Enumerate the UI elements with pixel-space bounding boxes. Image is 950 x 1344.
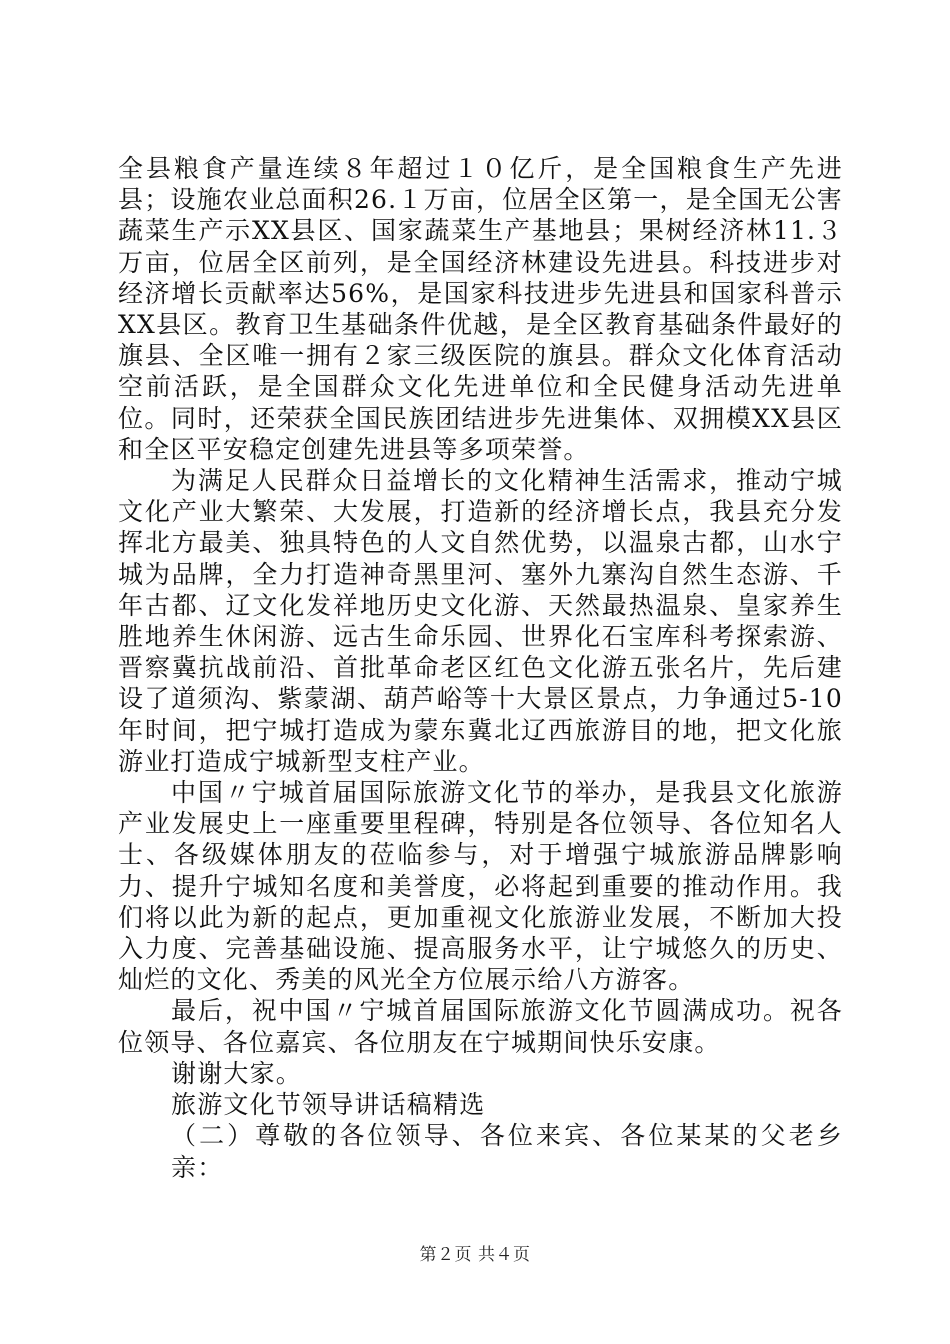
section-title: 旅游文化节领导讲话稿精选 [171,1090,486,1120]
document-body [118,153,843,1183]
paragraph-honors: 全县粮食产量连续８年超过１０亿斤，是全国粮食生产先进县；设施农业总面积26.１万亩，位居全区第一，是全国无公害蔬菜生产示XX县区、国家蔬菜生产基地县；果树经济林11.３万亩，位居全区前列，是全国经济林建设先进县。科技进步对经济增长贡献率达56%，是国家科技进步先进县和国家科普示XX县区。教育卫生基础条件优越，是全区教育基础条件最好的旗县、全区唯一拥有２家三级医院的旗县。群众文化体育活动空前活跃，是全国群众文化先进单位和全民健身活动先进单位。同时，还荣获全国民族团结进步先进集体、双拥模XX县区和全区平安稳定创建先进县等多项荣誉。 [118,154,843,464]
paragraph-thanks: 谢谢大家。 [171,1058,303,1088]
paragraph-closing-wishes: 最后，祝中国〃宁城首届国际旅游文化节圆满成功。祝各位领导、各位嘉宾、各位朋友在宁城期间快乐安康。 [118,996,843,1057]
paragraph-tourism-plan: 为满足人民群众日益增长的文化精神生活需求，推动宁城文化产业大繁荣、大发展，打造新的经济增长点，我县充分发挥北方最美、独具特色的人文自然优势，以温泉古都，山水宁城为品牌，全力打造神奇黑里河、塞外九寨沟自然生态游、千年古都、辽文化发祥地历史文化游、天然最热温泉、皇家养生胜地养生休闲游、远古生命乐园、世界化石宝库科考探索游、晋察冀抗战前沿、首批革命老区红色文化游五张名片，先后建设了道须沟、紫蒙湖、葫芦峪等十大景区景点，力争通过5-10年时间，把宁城打造成为蒙东冀北辽西旅游目的地，把文化旅游业打造成宁城新型支柱产业。 [118,466,843,776]
page-number-footer: 第２页 共４页 [419,1245,531,1265]
section-greeting: （二）尊敬的各位领导、各位来宾、各位某某的父老乡亲： [171,1121,843,1182]
paragraph-festival-significance: 中国〃宁城首届国际旅游文化节的举办，是我县文化旅游产业发展史上一座重要里程碑，特别是各位领导、各位知名人士、各级媒体朋友的莅临参与，对于增强宁城旅游品牌影响力、提升宁城知名度和美誉度，必将起到重要的推动作用。我们将以此为新的起点，更加重视文化旅游业发展，不断加大投入力度、完善基础设施、提高服务水平，让宁城悠久的历史、灿烂的文化、秀美的风光全方位展示给八方游客。 [118,778,843,995]
